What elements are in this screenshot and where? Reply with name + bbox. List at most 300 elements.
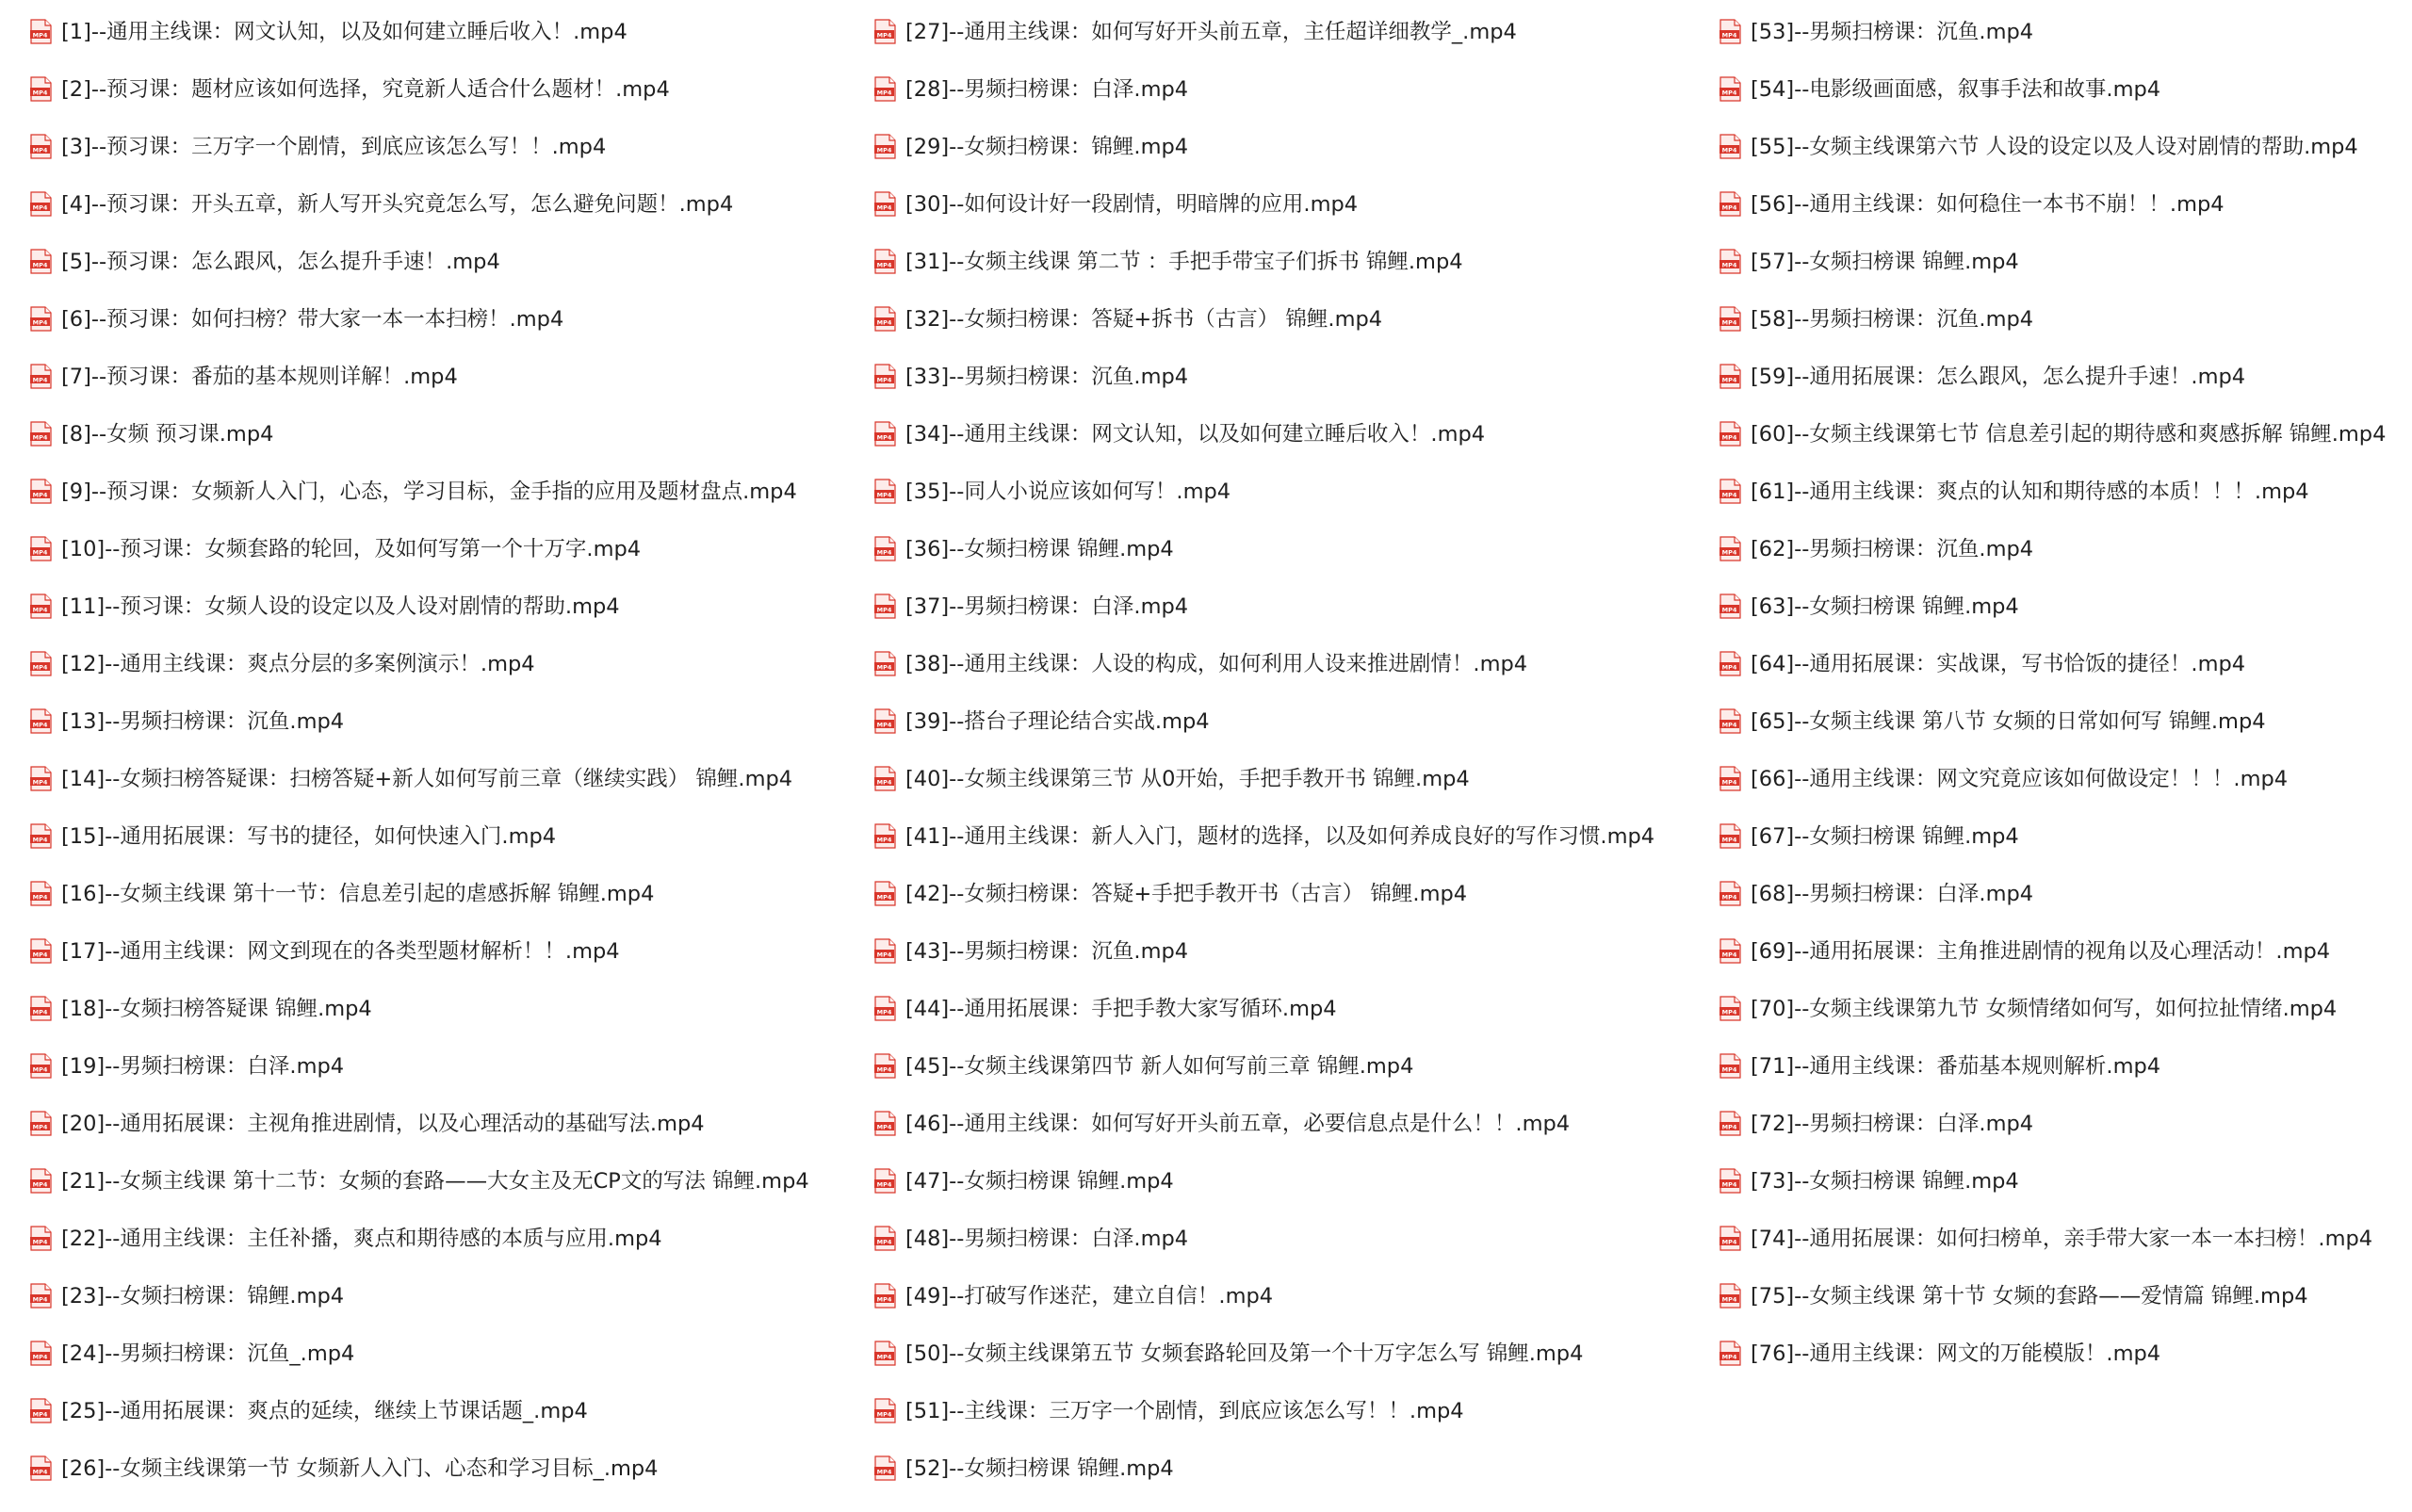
- mp4-file-icon: [30, 1168, 52, 1194]
- svg-text:MP4: MP4: [876, 721, 892, 729]
- file-item[interactable]: [30, 1225, 809, 1282]
- file-name: [60]--女频主线课第七节 信息差引起的期待感和爽感拆解 锦鲤.mp4: [1751, 422, 2387, 447]
- mp4-file-icon: [1719, 996, 1741, 1021]
- mp4-file-icon: [30, 134, 52, 159]
- file-item[interactable]: [1719, 1340, 2386, 1397]
- svg-text:MP4: MP4: [1721, 663, 1737, 672]
- file-name: [23]--女频扫榜课：锦鲤.mp4: [61, 1284, 345, 1309]
- mp4-file-icon: [30, 1226, 52, 1251]
- file-name: [47]--女频扫榜课 锦鲤.mp4: [905, 1169, 1174, 1194]
- svg-text:MP4: MP4: [32, 376, 48, 384]
- svg-text:MP4: MP4: [1721, 31, 1737, 40]
- file-item[interactable]: [874, 880, 1654, 937]
- file-name: [5]--预习课：怎么跟风，怎么提升手速！.mp4: [61, 250, 500, 274]
- file-item[interactable]: [1719, 248, 2386, 305]
- mp4-file-icon: [1719, 536, 1741, 561]
- mp4-file-icon: [874, 364, 896, 389]
- file-item[interactable]: [30, 995, 809, 1052]
- file-item[interactable]: [30, 75, 809, 133]
- file-item[interactable]: [30, 535, 809, 593]
- svg-text:MP4: MP4: [1721, 778, 1737, 787]
- file-name: [1]--通用主线课：网文认知，以及如何建立睡后收入！.mp4: [61, 20, 627, 44]
- file-name: [71]--通用主线课：番茄基本规则解析.mp4: [1751, 1054, 2161, 1079]
- mp4-file-icon: [1719, 1226, 1741, 1251]
- mp4-file-icon: [30, 593, 52, 619]
- file-name: [35]--同人小说应该如何写！.mp4: [905, 480, 1231, 504]
- svg-text:MP4: MP4: [32, 491, 48, 499]
- svg-text:MP4: MP4: [32, 146, 48, 154]
- file-name: [58]--男频扫榜课：沉鱼.mp4: [1751, 307, 2034, 332]
- file-name: [14]--女频扫榜答疑课：扫榜答疑+新人如何写前三章（继续实践） 锦鲤.mp4: [61, 767, 793, 791]
- mp4-file-icon: [874, 306, 896, 332]
- file-name: [51]--主线课：三万字一个剧情，到底应该怎么写！！.mp4: [905, 1399, 1464, 1423]
- file-item[interactable]: [1719, 880, 2386, 937]
- file-item[interactable]: [874, 363, 1654, 420]
- file-name: [50]--女频主线课第五节 女频套路轮回及第一个十万字怎么写 锦鲤.mp4: [905, 1341, 1584, 1366]
- file-item[interactable]: [1719, 305, 2386, 363]
- svg-text:MP4: MP4: [32, 548, 48, 557]
- file-name: [59]--通用拓展课：怎么跟风，怎么提升手速！.mp4: [1751, 365, 2246, 389]
- mp4-file-icon: [1719, 1168, 1741, 1194]
- mp4-file-icon: [30, 421, 52, 447]
- mp4-file-icon: [874, 421, 896, 447]
- file-name: [16]--女频主线课 第十一节：信息差引起的虐感拆解 锦鲤.mp4: [61, 882, 655, 906]
- mp4-file-icon: [874, 1398, 896, 1423]
- file-item[interactable]: [1719, 765, 2386, 822]
- svg-text:MP4: MP4: [32, 893, 48, 902]
- svg-text:MP4: MP4: [32, 1295, 48, 1304]
- svg-text:MP4: MP4: [32, 1238, 48, 1246]
- file-item[interactable]: [30, 18, 809, 75]
- file-name: [36]--女频扫榜课 锦鲤.mp4: [905, 537, 1174, 561]
- file-name: [19]--男频扫榜课：白泽.mp4: [61, 1054, 345, 1079]
- svg-text:MP4: MP4: [32, 1468, 48, 1476]
- file-name: [76]--通用主线课：网文的万能模版！.mp4: [1751, 1341, 2161, 1366]
- svg-text:MP4: MP4: [32, 836, 48, 844]
- svg-text:MP4: MP4: [876, 1410, 892, 1419]
- svg-text:MP4: MP4: [876, 1295, 892, 1304]
- mp4-file-icon: [1719, 19, 1741, 44]
- file-item[interactable]: [1719, 1052, 2386, 1110]
- file-item[interactable]: [1719, 1167, 2386, 1225]
- file-item[interactable]: [874, 133, 1654, 190]
- mp4-file-icon: [30, 191, 52, 217]
- mp4-file-icon: [1719, 364, 1741, 389]
- svg-text:MP4: MP4: [32, 1065, 48, 1074]
- svg-text:MP4: MP4: [1721, 836, 1737, 844]
- svg-text:MP4: MP4: [876, 433, 892, 442]
- svg-text:MP4: MP4: [32, 951, 48, 959]
- file-column-1: [30, 18, 809, 1512]
- file-item[interactable]: [1719, 822, 2386, 880]
- file-item[interactable]: [30, 707, 809, 765]
- mp4-file-icon: [30, 996, 52, 1021]
- svg-text:MP4: MP4: [876, 893, 892, 902]
- svg-text:MP4: MP4: [1721, 951, 1737, 959]
- svg-text:MP4: MP4: [876, 778, 892, 787]
- mp4-file-icon: [30, 306, 52, 332]
- svg-text:MP4: MP4: [1721, 491, 1737, 499]
- svg-text:MP4: MP4: [1721, 433, 1737, 442]
- file-item[interactable]: [874, 650, 1654, 707]
- svg-text:MP4: MP4: [32, 1123, 48, 1131]
- file-name: [11]--预习课：女频人设的设定以及人设对剧情的帮助.mp4: [61, 594, 620, 619]
- svg-text:MP4: MP4: [876, 203, 892, 212]
- file-item[interactable]: [874, 1110, 1654, 1167]
- file-name: [28]--男频扫榜课：白泽.mp4: [905, 77, 1189, 102]
- file-name: [66]--通用主线课：网文究竟应该如何做设定！！！.mp4: [1751, 767, 2289, 791]
- svg-text:MP4: MP4: [1721, 1123, 1737, 1131]
- svg-text:MP4: MP4: [32, 89, 48, 97]
- file-item[interactable]: [1719, 75, 2386, 133]
- file-name: [27]--通用主线课：如何写好开头前五章，主任超详细教学_.mp4: [905, 20, 1517, 44]
- svg-text:MP4: MP4: [32, 721, 48, 729]
- file-name: [21]--女频主线课 第十二节：女频的套路——大女主及无CP文的写法 锦鲤.mp4: [61, 1169, 809, 1194]
- file-name: [37]--男频扫榜课：白泽.mp4: [905, 594, 1189, 619]
- mp4-file-icon: [30, 1053, 52, 1079]
- svg-text:MP4: MP4: [876, 836, 892, 844]
- svg-text:MP4: MP4: [1721, 146, 1737, 154]
- mp4-file-icon: [874, 249, 896, 274]
- file-name: [56]--通用主线课：如何稳住一本书不崩！！.mp4: [1751, 192, 2225, 217]
- file-name: [52]--女频扫榜课 锦鲤.mp4: [905, 1456, 1174, 1481]
- file-item[interactable]: [874, 1455, 1654, 1512]
- mp4-file-icon: [874, 1111, 896, 1136]
- file-name: [63]--女频扫榜课 锦鲤.mp4: [1751, 594, 2019, 619]
- svg-text:MP4: MP4: [1721, 89, 1737, 97]
- file-item[interactable]: [30, 1340, 809, 1397]
- file-name: [7]--预习课：番茄的基本规则详解！.mp4: [61, 365, 458, 389]
- file-name: [55]--女频主线课第六节 人设的设定以及人设对剧情的帮助.mp4: [1751, 135, 2358, 159]
- file-item[interactable]: [1719, 995, 2386, 1052]
- file-item[interactable]: [1719, 535, 2386, 593]
- mp4-file-icon: [1719, 593, 1741, 619]
- file-item[interactable]: [30, 937, 809, 995]
- mp4-file-icon: [1719, 76, 1741, 102]
- svg-text:MP4: MP4: [1721, 318, 1737, 327]
- mp4-file-icon: [874, 1168, 896, 1194]
- mp4-file-icon: [30, 19, 52, 44]
- mp4-file-icon: [1719, 651, 1741, 676]
- file-column-2: [874, 18, 1654, 1512]
- file-item[interactable]: [874, 707, 1654, 765]
- mp4-file-icon: [874, 881, 896, 906]
- mp4-file-icon: [30, 479, 52, 504]
- file-item[interactable]: [874, 937, 1654, 995]
- file-item[interactable]: [1719, 1225, 2386, 1282]
- file-name: [44]--通用拓展课：手把手教大家写循环.mp4: [905, 997, 1337, 1021]
- svg-text:MP4: MP4: [1721, 1065, 1737, 1074]
- file-name: [54]--电影级画面感，叙事手法和故事.mp4: [1751, 77, 2161, 102]
- file-name: [6]--预习课：如何扫榜？带大家一本一本扫榜！.mp4: [61, 307, 564, 332]
- svg-text:MP4: MP4: [1721, 606, 1737, 614]
- file-name: [75]--女频主线课 第十节 女频的套路——爱情篇 锦鲤.mp4: [1751, 1284, 2308, 1309]
- mp4-file-icon: [30, 708, 52, 734]
- svg-text:MP4: MP4: [876, 1008, 892, 1016]
- file-name: [31]--女频主线课 第二节 ：手把手带宝子们拆书 锦鲤.mp4: [905, 250, 1463, 274]
- file-item[interactable]: [30, 248, 809, 305]
- svg-text:MP4: MP4: [876, 491, 892, 499]
- file-name: [25]--通用拓展课：爽点的延续，继续上节课话题_.mp4: [61, 1399, 588, 1423]
- file-name: [41]--通用主线课：新人入门，题材的选择，以及如何养成良好的写作习惯.mp4: [905, 824, 1655, 849]
- file-item[interactable]: [30, 478, 809, 535]
- file-name: [38]--通用主线课：人设的构成，如何利用人设来推进剧情！.mp4: [905, 652, 1528, 676]
- file-name: [4]--预习课：开头五章，新人写开头究竟怎么写，怎么避免问题！.mp4: [61, 192, 734, 217]
- file-item[interactable]: [30, 133, 809, 190]
- mp4-file-icon: [30, 823, 52, 849]
- mp4-file-icon: [30, 249, 52, 274]
- file-name: [48]--男频扫榜课：白泽.mp4: [905, 1227, 1189, 1251]
- mp4-file-icon: [30, 536, 52, 561]
- mp4-file-icon: [30, 1111, 52, 1136]
- svg-text:MP4: MP4: [32, 663, 48, 672]
- svg-text:MP4: MP4: [1721, 376, 1737, 384]
- file-name: [45]--女频主线课第四节 新人如何写前三章 锦鲤.mp4: [905, 1054, 1414, 1079]
- file-name: [22]--通用主线课：主任补播，爽点和期待感的本质与应用.mp4: [61, 1227, 662, 1251]
- file-item[interactable]: [30, 765, 809, 822]
- file-item[interactable]: [30, 420, 809, 478]
- file-name: [57]--女频扫榜课 锦鲤.mp4: [1751, 250, 2019, 274]
- file-item[interactable]: [1719, 1282, 2386, 1340]
- file-item[interactable]: [874, 1052, 1654, 1110]
- file-name: [2]--预习课：题材应该如何选择，究竟新人适合什么题材！.mp4: [61, 77, 670, 102]
- file-item[interactable]: [1719, 420, 2386, 478]
- mp4-file-icon: [1719, 249, 1741, 274]
- file-name: [39]--搭台子理论结合实战.mp4: [905, 709, 1210, 734]
- file-item[interactable]: [1719, 650, 2386, 707]
- file-item[interactable]: [30, 1282, 809, 1340]
- file-name: [65]--女频主线课 第八节 女频的日常如何写 锦鲤.mp4: [1751, 709, 2266, 734]
- mp4-file-icon: [30, 651, 52, 676]
- mp4-file-icon: [874, 1226, 896, 1251]
- file-name: [74]--通用拓展课：如何扫榜单，亲手带大家一本一本扫榜！.mp4: [1751, 1227, 2373, 1251]
- mp4-file-icon: [1719, 938, 1741, 964]
- file-name: [24]--男频扫榜课：沉鱼_.mp4: [61, 1341, 355, 1366]
- file-name: [8]--女频 预习课.mp4: [61, 422, 274, 447]
- svg-text:MP4: MP4: [1721, 1295, 1737, 1304]
- file-item[interactable]: [874, 765, 1654, 822]
- svg-text:MP4: MP4: [32, 203, 48, 212]
- file-item[interactable]: [30, 880, 809, 937]
- svg-text:MP4: MP4: [1721, 893, 1737, 902]
- mp4-file-icon: [1719, 708, 1741, 734]
- file-item[interactable]: [874, 420, 1654, 478]
- mp4-file-icon: [874, 996, 896, 1021]
- file-column-3: [1719, 18, 2386, 1397]
- svg-text:MP4: MP4: [32, 261, 48, 269]
- svg-text:MP4: MP4: [1721, 1353, 1737, 1361]
- mp4-file-icon: [1719, 1341, 1741, 1366]
- svg-text:MP4: MP4: [1721, 1238, 1737, 1246]
- file-name: [49]--打破写作迷茫，建立自信！.mp4: [905, 1284, 1274, 1309]
- file-item[interactable]: [1719, 707, 2386, 765]
- file-item[interactable]: [874, 535, 1654, 593]
- file-item[interactable]: [874, 305, 1654, 363]
- mp4-file-icon: [30, 1455, 52, 1481]
- svg-text:MP4: MP4: [1721, 261, 1737, 269]
- file-name: [69]--通用拓展课：主角推进剧情的视角以及心理活动！.mp4: [1751, 939, 2331, 964]
- file-item[interactable]: [30, 1110, 809, 1167]
- svg-text:MP4: MP4: [876, 1238, 892, 1246]
- file-item[interactable]: [874, 822, 1654, 880]
- svg-text:MP4: MP4: [32, 1410, 48, 1419]
- file-item[interactable]: [874, 995, 1654, 1052]
- svg-text:MP4: MP4: [876, 31, 892, 40]
- mp4-file-icon: [1719, 191, 1741, 217]
- svg-text:MP4: MP4: [876, 1353, 892, 1361]
- svg-text:MP4: MP4: [32, 318, 48, 327]
- file-item[interactable]: [30, 1052, 809, 1110]
- file-item[interactable]: [1719, 363, 2386, 420]
- svg-text:MP4: MP4: [32, 606, 48, 614]
- mp4-file-icon: [1719, 766, 1741, 791]
- file-item[interactable]: [874, 248, 1654, 305]
- file-name: [64]--通用拓展课：实战课，写书恰饭的捷径！.mp4: [1751, 652, 2246, 676]
- mp4-file-icon: [1719, 134, 1741, 159]
- file-item[interactable]: [1719, 478, 2386, 535]
- mp4-file-icon: [30, 766, 52, 791]
- file-item[interactable]: [874, 1282, 1654, 1340]
- file-name: [15]--通用拓展课：写书的捷径，如何快速入门.mp4: [61, 824, 557, 849]
- file-item[interactable]: [1719, 190, 2386, 248]
- file-name: [17]--通用主线课：网文到现在的各类型题材解析！！.mp4: [61, 939, 620, 964]
- svg-text:MP4: MP4: [32, 31, 48, 40]
- mp4-file-icon: [30, 881, 52, 906]
- file-name: [61]--通用主线课：爽点的认知和期待感的本质！！！.mp4: [1751, 480, 2309, 504]
- file-name: [18]--女频扫榜答疑课 锦鲤.mp4: [61, 997, 372, 1021]
- file-name: [3]--预习课：三万字一个剧情，到底应该怎么写！！.mp4: [61, 135, 607, 159]
- svg-text:MP4: MP4: [876, 146, 892, 154]
- svg-text:MP4: MP4: [1721, 1180, 1737, 1189]
- svg-text:MP4: MP4: [32, 1353, 48, 1361]
- mp4-file-icon: [30, 364, 52, 389]
- file-item[interactable]: [30, 650, 809, 707]
- file-name: [70]--女频主线课第九节 女频情绪如何写，如何拉扯情绪.mp4: [1751, 997, 2338, 1021]
- file-item[interactable]: [874, 1397, 1654, 1455]
- file-item[interactable]: [874, 1225, 1654, 1282]
- svg-text:MP4: MP4: [876, 1065, 892, 1074]
- file-item[interactable]: [1719, 1110, 2386, 1167]
- svg-text:MP4: MP4: [32, 1008, 48, 1016]
- mp4-file-icon: [874, 593, 896, 619]
- mp4-file-icon: [874, 479, 896, 504]
- mp4-file-icon: [874, 938, 896, 964]
- svg-text:MP4: MP4: [876, 318, 892, 327]
- svg-text:MP4: MP4: [1721, 203, 1737, 212]
- file-name: [42]--女频扫榜课：答疑+手把手教开书（古言） 锦鲤.mp4: [905, 882, 1468, 906]
- mp4-file-icon: [1719, 421, 1741, 447]
- file-name: [32]--女频扫榜课：答疑+拆书（古言） 锦鲤.mp4: [905, 307, 1383, 332]
- mp4-file-icon: [1719, 306, 1741, 332]
- mp4-file-icon: [874, 1283, 896, 1309]
- file-name: [40]--女频主线课第三节 从0开始，手把手教开书 锦鲤.mp4: [905, 767, 1470, 791]
- svg-text:MP4: MP4: [876, 1123, 892, 1131]
- file-name: [68]--男频扫榜课：白泽.mp4: [1751, 882, 2034, 906]
- svg-text:MP4: MP4: [876, 951, 892, 959]
- mp4-file-icon: [1719, 1053, 1741, 1079]
- svg-text:MP4: MP4: [1721, 548, 1737, 557]
- file-item[interactable]: [1719, 937, 2386, 995]
- svg-text:MP4: MP4: [876, 261, 892, 269]
- svg-text:MP4: MP4: [876, 663, 892, 672]
- file-name: [30]--如何设计好一段剧情，明暗牌的应用.mp4: [905, 192, 1359, 217]
- mp4-file-icon: [1719, 1283, 1741, 1309]
- svg-text:MP4: MP4: [1721, 721, 1737, 729]
- file-item[interactable]: [30, 1397, 809, 1455]
- mp4-file-icon: [874, 191, 896, 217]
- svg-text:MP4: MP4: [32, 778, 48, 787]
- mp4-file-icon: [30, 76, 52, 102]
- svg-text:MP4: MP4: [876, 376, 892, 384]
- mp4-file-icon: [874, 651, 896, 676]
- file-name: [62]--男频扫榜课：沉鱼.mp4: [1751, 537, 2034, 561]
- file-item[interactable]: [874, 1167, 1654, 1225]
- file-name: [29]--女频扫榜课：锦鲤.mp4: [905, 135, 1189, 159]
- svg-text:MP4: MP4: [876, 1468, 892, 1476]
- file-item[interactable]: [1719, 18, 2386, 75]
- file-name: [53]--男频扫榜课：沉鱼.mp4: [1751, 20, 2034, 44]
- file-item[interactable]: [30, 593, 809, 650]
- file-item[interactable]: [30, 190, 809, 248]
- file-item[interactable]: [1719, 593, 2386, 650]
- file-item[interactable]: [1719, 133, 2386, 190]
- mp4-file-icon: [30, 1283, 52, 1309]
- file-item[interactable]: [874, 593, 1654, 650]
- file-item[interactable]: [874, 190, 1654, 248]
- file-item[interactable]: [30, 822, 809, 880]
- mp4-file-icon: [1719, 881, 1741, 906]
- svg-text:MP4: MP4: [876, 89, 892, 97]
- svg-text:MP4: MP4: [32, 433, 48, 442]
- svg-text:MP4: MP4: [1721, 1008, 1737, 1016]
- file-name: [13]--男频扫榜课：沉鱼.mp4: [61, 709, 345, 734]
- svg-text:MP4: MP4: [32, 1180, 48, 1189]
- mp4-file-icon: [874, 19, 896, 44]
- mp4-file-icon: [874, 1341, 896, 1366]
- file-name: [46]--通用主线课：如何写好开头前五章，必要信息点是什么！！.mp4: [905, 1112, 1571, 1136]
- mp4-file-icon: [1719, 823, 1741, 849]
- file-name: [43]--男频扫榜课：沉鱼.mp4: [905, 939, 1189, 964]
- mp4-file-icon: [1719, 479, 1741, 504]
- file-name: [26]--女频主线课第一节 女频新人入门、心态和学习目标_.mp4: [61, 1456, 659, 1481]
- mp4-file-icon: [874, 766, 896, 791]
- file-item[interactable]: [30, 305, 809, 363]
- mp4-file-icon: [30, 938, 52, 964]
- mp4-file-icon: [1719, 1111, 1741, 1136]
- file-item[interactable]: [874, 18, 1654, 75]
- svg-text:MP4: MP4: [876, 1180, 892, 1189]
- mp4-file-icon: [874, 536, 896, 561]
- mp4-file-icon: [30, 1398, 52, 1423]
- file-name: [9]--预习课：女频新人入门，心态，学习目标，金手指的应用及题材盘点.mp4: [61, 480, 797, 504]
- file-item[interactable]: [30, 1455, 809, 1512]
- file-name: [10]--预习课：女频套路的轮回，及如何写第一个十万字.mp4: [61, 537, 642, 561]
- file-name: [12]--通用主线课：爽点分层的多案例演示！.mp4: [61, 652, 535, 676]
- file-item[interactable]: [874, 1340, 1654, 1397]
- file-item[interactable]: [874, 75, 1654, 133]
- file-name: [67]--女频扫榜课 锦鲤.mp4: [1751, 824, 2019, 849]
- mp4-file-icon: [30, 1341, 52, 1366]
- file-item[interactable]: [30, 363, 809, 420]
- mp4-file-icon: [874, 76, 896, 102]
- mp4-file-icon: [874, 134, 896, 159]
- file-name: [34]--通用主线课：网文认知，以及如何建立睡后收入！.mp4: [905, 422, 1486, 447]
- file-name: [73]--女频扫榜课 锦鲤.mp4: [1751, 1169, 2019, 1194]
- svg-text:MP4: MP4: [876, 606, 892, 614]
- mp4-file-icon: [874, 1455, 896, 1481]
- file-item[interactable]: [874, 478, 1654, 535]
- file-item[interactable]: [30, 1167, 809, 1225]
